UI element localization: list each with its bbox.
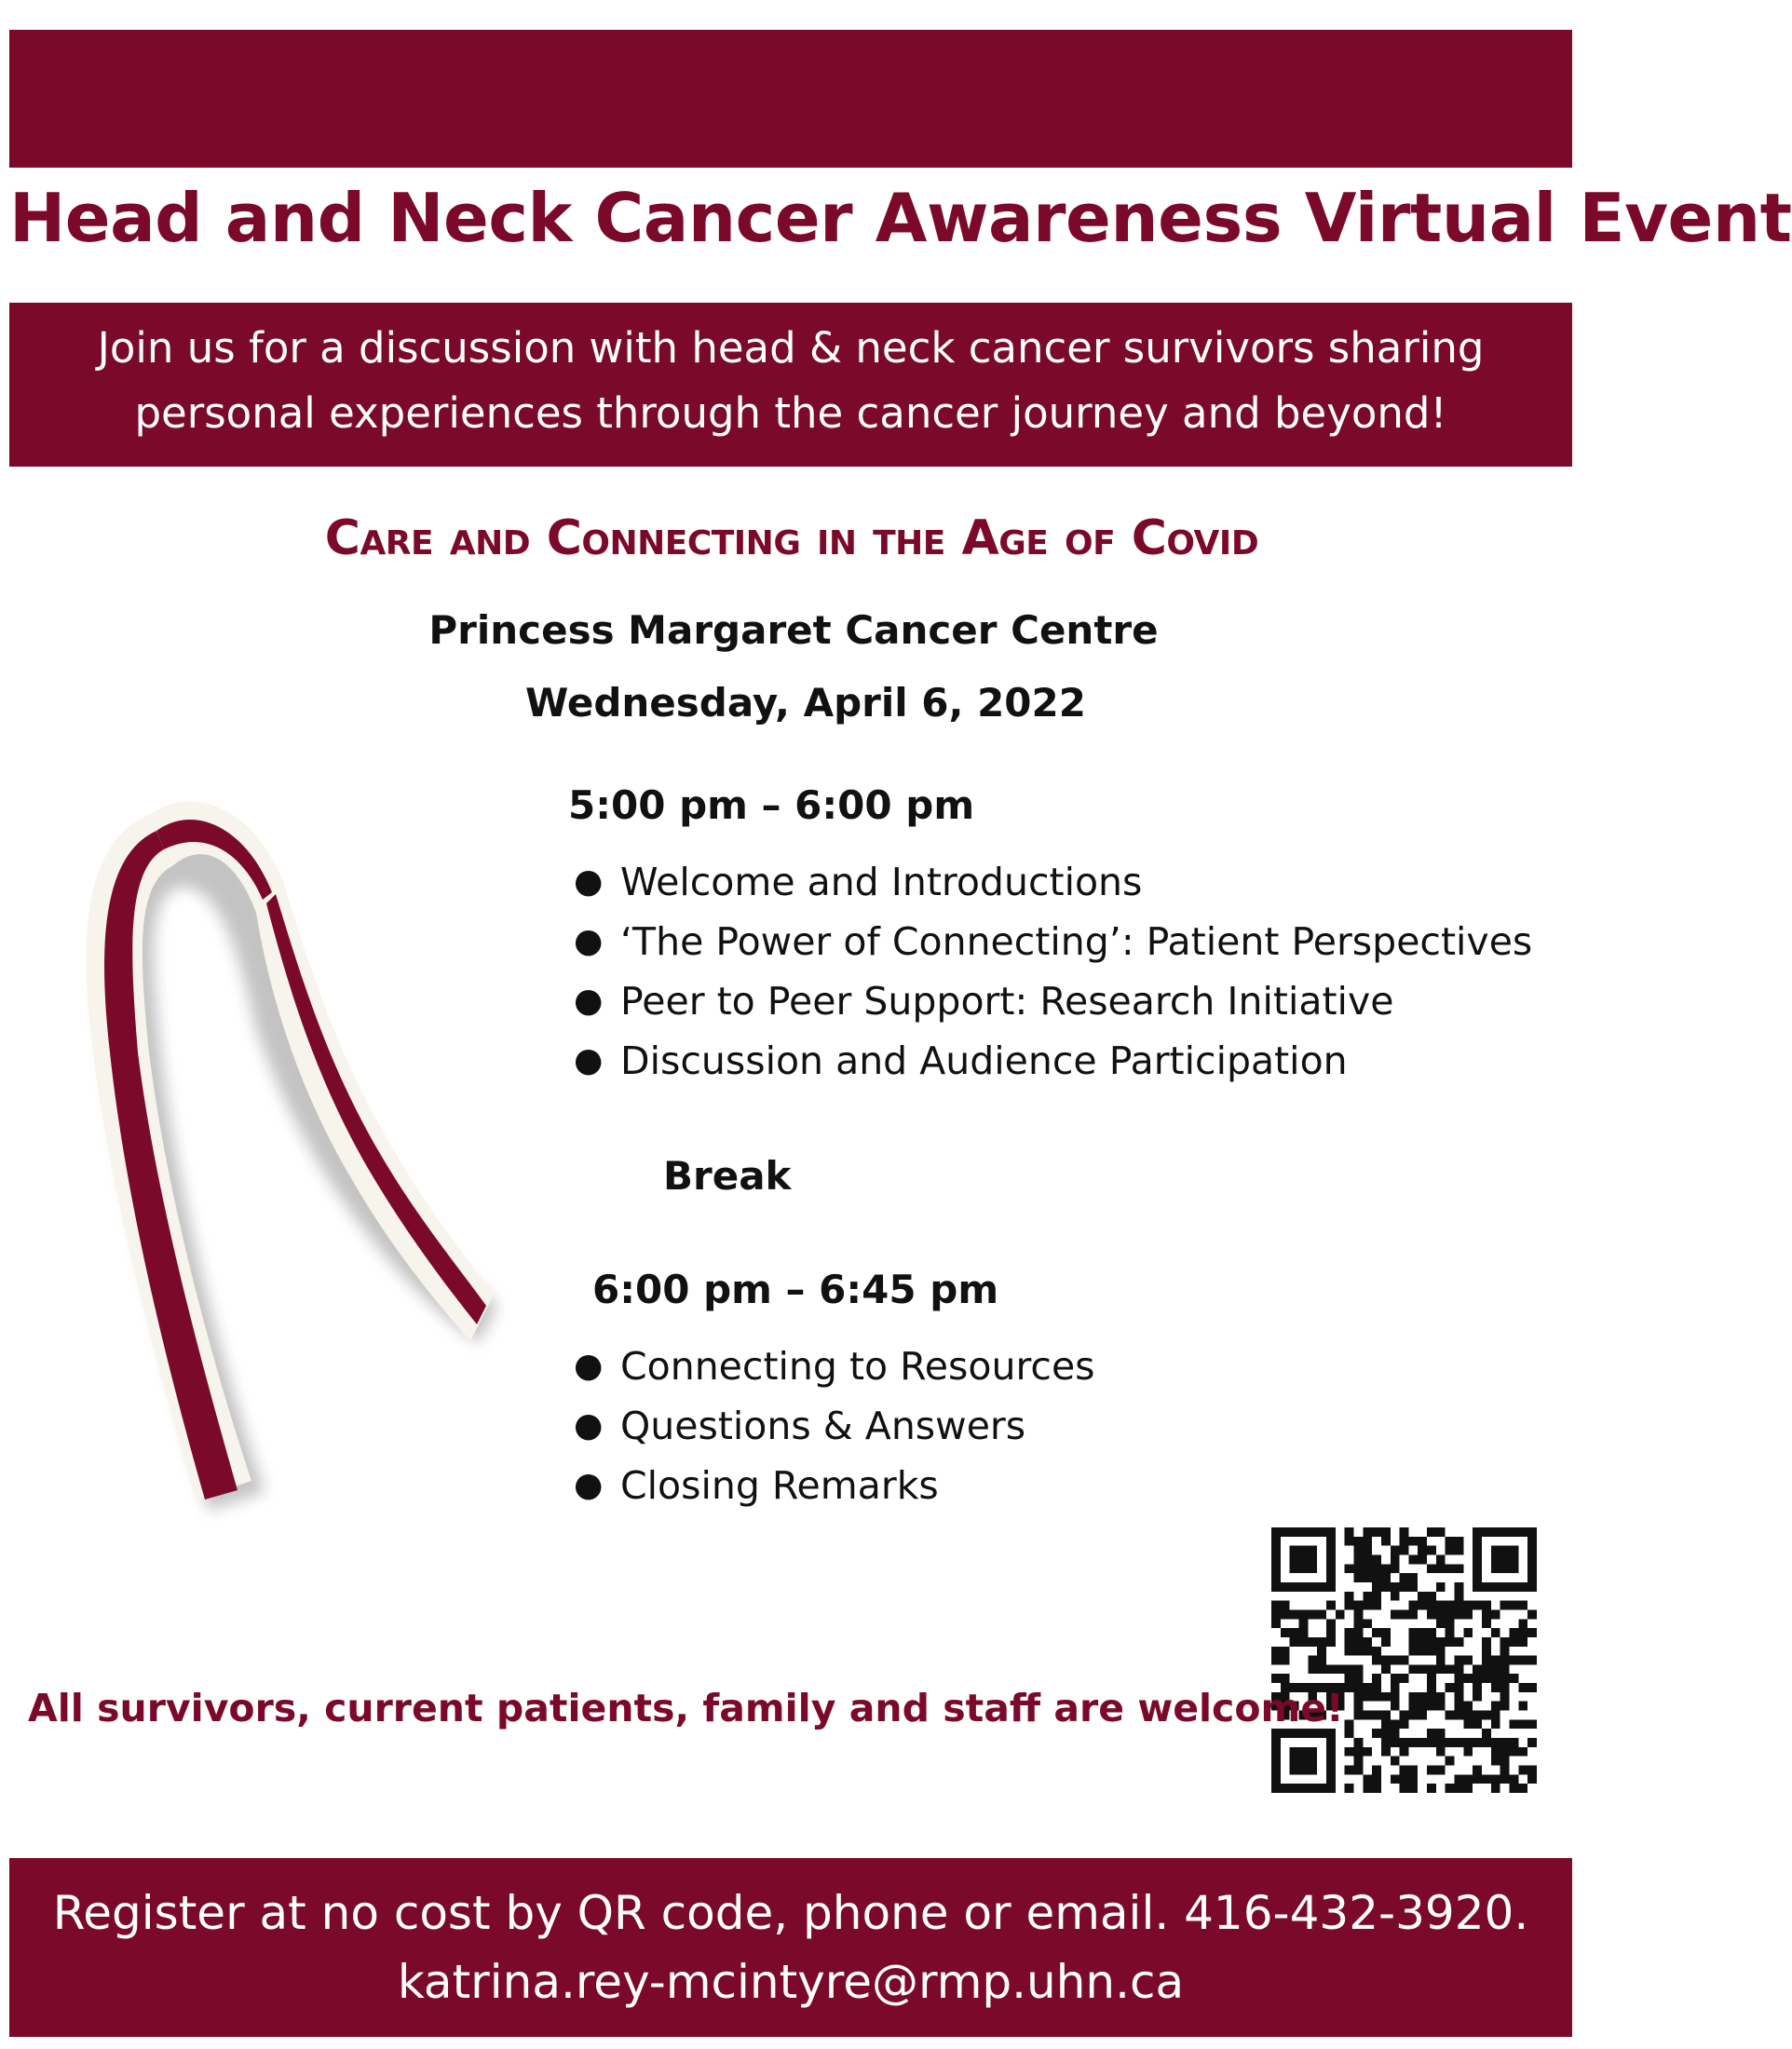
session1-time: 5:00 pm – 6:00 pm [568,782,975,828]
agenda-item: ● Welcome and Introductions [568,852,1532,912]
event-title: Head and Neck Cancer Awareness Virtual Event [9,179,1792,257]
register-banner [9,1858,1572,2037]
qr-code-icon[interactable] [1271,1527,1537,1793]
bullet-icon: ● [574,1347,604,1385]
agenda-item: ● Connecting to Resources [568,1337,1095,1396]
agenda-item: ● ‘The Power of Connecting’: Patient Perspectives [568,912,1532,971]
session1-agenda [568,852,1532,1091]
bullet-icon: ● [574,1466,604,1504]
intro-banner [9,303,1572,467]
event-date: Wednesday, April 6, 2022 [525,680,1086,726]
intro-line-2: personal experiences through the cancer journey and beyond! [134,388,1447,438]
event-subtitle: Care and Connecting in the Age of Covid [324,510,1259,566]
bullet-icon: ● [574,1406,604,1445]
break-label: Break [663,1153,792,1199]
bullet-icon: ● [574,862,604,901]
agenda-item: ● Questions & Answers [568,1396,1095,1456]
venue-name: Princess Margaret Cancer Centre [428,607,1159,653]
intro-line-1: Join us for a discussion with head & neck cancer survivors sharing [97,323,1485,373]
register-line: Register at no cost by QR code, phone or email. 416-432-3920. [52,1886,1529,1940]
agenda-item: ● Closing Remarks [568,1456,1095,1515]
bullet-icon: ● [574,1041,604,1079]
agenda-item: ● Discussion and Audience Participation [568,1031,1532,1091]
agenda-item: ● Peer to Peer Support: Research Initiative [568,971,1532,1031]
session2-time: 6:00 pm – 6:45 pm [592,1267,999,1312]
contact-email[interactable]: katrina.rey-mcintyre@rmp.uhn.ca [397,1955,1185,2009]
top-banner [9,30,1572,168]
bullet-icon: ● [574,982,604,1020]
awareness-ribbon-icon [56,773,522,1499]
bullet-icon: ● [574,922,604,960]
welcome-note: All survivors, current patients, family and staff are welcome! [28,1686,1344,1730]
session2-agenda [568,1337,1095,1515]
